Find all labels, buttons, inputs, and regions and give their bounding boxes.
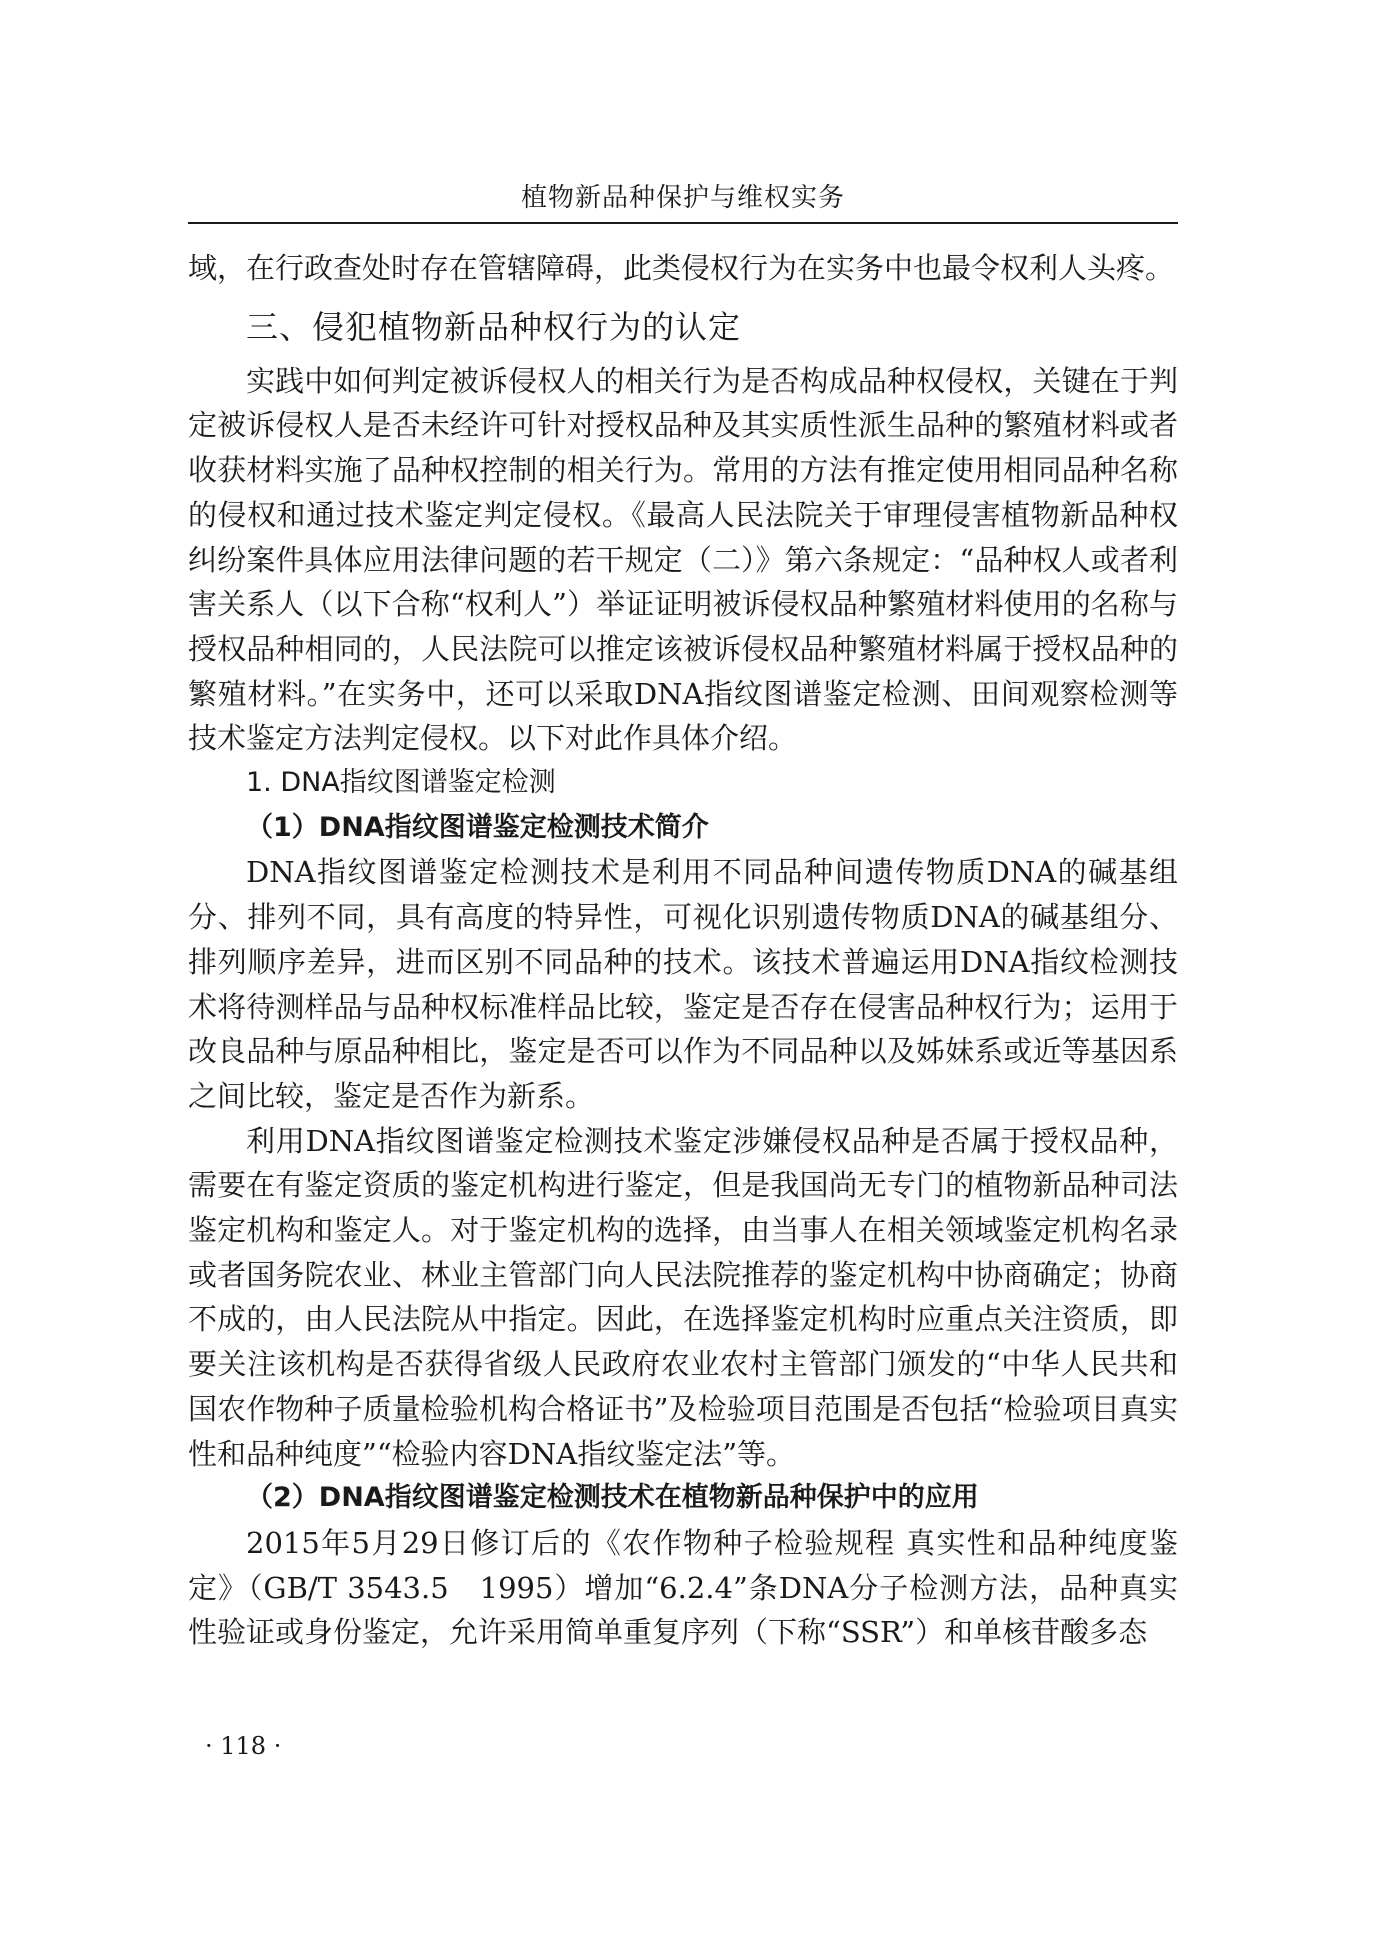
main-text xyxy=(188,246,1178,1655)
header-divider xyxy=(188,222,1178,224)
subsubheading-technique-intro: （1）DNA指纹图谱鉴定检测技术简介 xyxy=(246,811,709,843)
paragraph-1: 实践中如何判定被诉侵权人的相关行为是否构成品种权侵权，关键在于判定被诉侵权人是否未经许可针对授权品种及其实质性派生品种的繁殖材料或者收获材料实施了品种权控制的相关行为。常用的方法有推定使用相同品种名称的侵权和通过技术鉴定判定侵权。《最高人民法院关于审理侵害植物新品种权纠纷案件具体应用法律问题的若干规定（二）》第六条规定：“品种权人或者利害关系人（以下合称“权利人”）举证证明被诉侵权品种繁殖材料使用的名称与授权品种相同的，人民法院可以推定该被诉侵权品种繁殖材料属于授权品种的繁殖材料。”在实务中，还可以采取DNA指纹图谱鉴定检测、田间观察检测等技术鉴定方法判定侵权。以下对此作具体介绍。 xyxy=(188,363,1178,756)
running-header-title: 植物新品种保护与维权实务 xyxy=(520,183,845,213)
paragraph-4: 2015年5月29日修订后的《农作物种子检验规程 真实性和品种纯度鉴定》（GB/T 3543.5 1995）增加“6.2.4”条DNA分子检测方法，品种真实性验证或身份鉴定，允许采用简单重复序列（下称“SSR”）和单核苷酸多态 xyxy=(188,1525,1178,1650)
subsubheading-application: （2）DNA指纹图谱鉴定检测技术在植物新品种保护中的应用 xyxy=(246,1482,979,1514)
paragraph-2: DNA指纹图谱鉴定检测技术是利用不同品种间遗传物质DNA的碱基组分、排列不同，具有高度的特异性，可视化识别遗传物质DNA的碱基组分、排列顺序差异，进而区别不同品种的技术。该技术普遍运用DNA指纹检测技术将待测样品与品种权标准样品比较，鉴定是否存在侵害品种权行为；运用于改良品种与原品种相比，鉴定是否可以作为不同品种以及姊妹系或近等基因系之间比较，鉴定是否作为新系。 xyxy=(188,855,1178,1113)
section-title: 三、侵犯植物新品种权行为的认定 xyxy=(246,307,742,346)
subheading-dna-fingerprint: 1. DNA指纹图谱鉴定检测 xyxy=(246,767,556,799)
paragraph-3: 利用DNA指纹图谱鉴定检测技术鉴定涉嫌侵权品种是否属于授权品种，需要在有鉴定资质的鉴定机构进行鉴定，但是我国尚无专门的植物新品种司法鉴定机构和鉴定人。对于鉴定机构的选择，由当事人在相关领域鉴定机构名录或者国务院农业、林业主管部门向人民法院推荐的鉴定机构中协商确定；协商不成的，由人民法院从中指定。因此，在选择鉴定机构时应重点关注资质，即要关注该机构是否获得省级人民政府农业农村主管部门颁发的“中华人民共和国农作物种子质量检验机构合格证书”及检验项目范围是否包括“检验项目真实性和品种纯度”“检验内容DNA指纹鉴定法”等。 xyxy=(188,1123,1178,1471)
continuation-paragraph: 域，在行政查处时存在管辖障碍，此类侵权行为在实务中也最令权利人头疼。 xyxy=(188,251,1175,285)
page-number: · 118 · xyxy=(205,1732,282,1760)
